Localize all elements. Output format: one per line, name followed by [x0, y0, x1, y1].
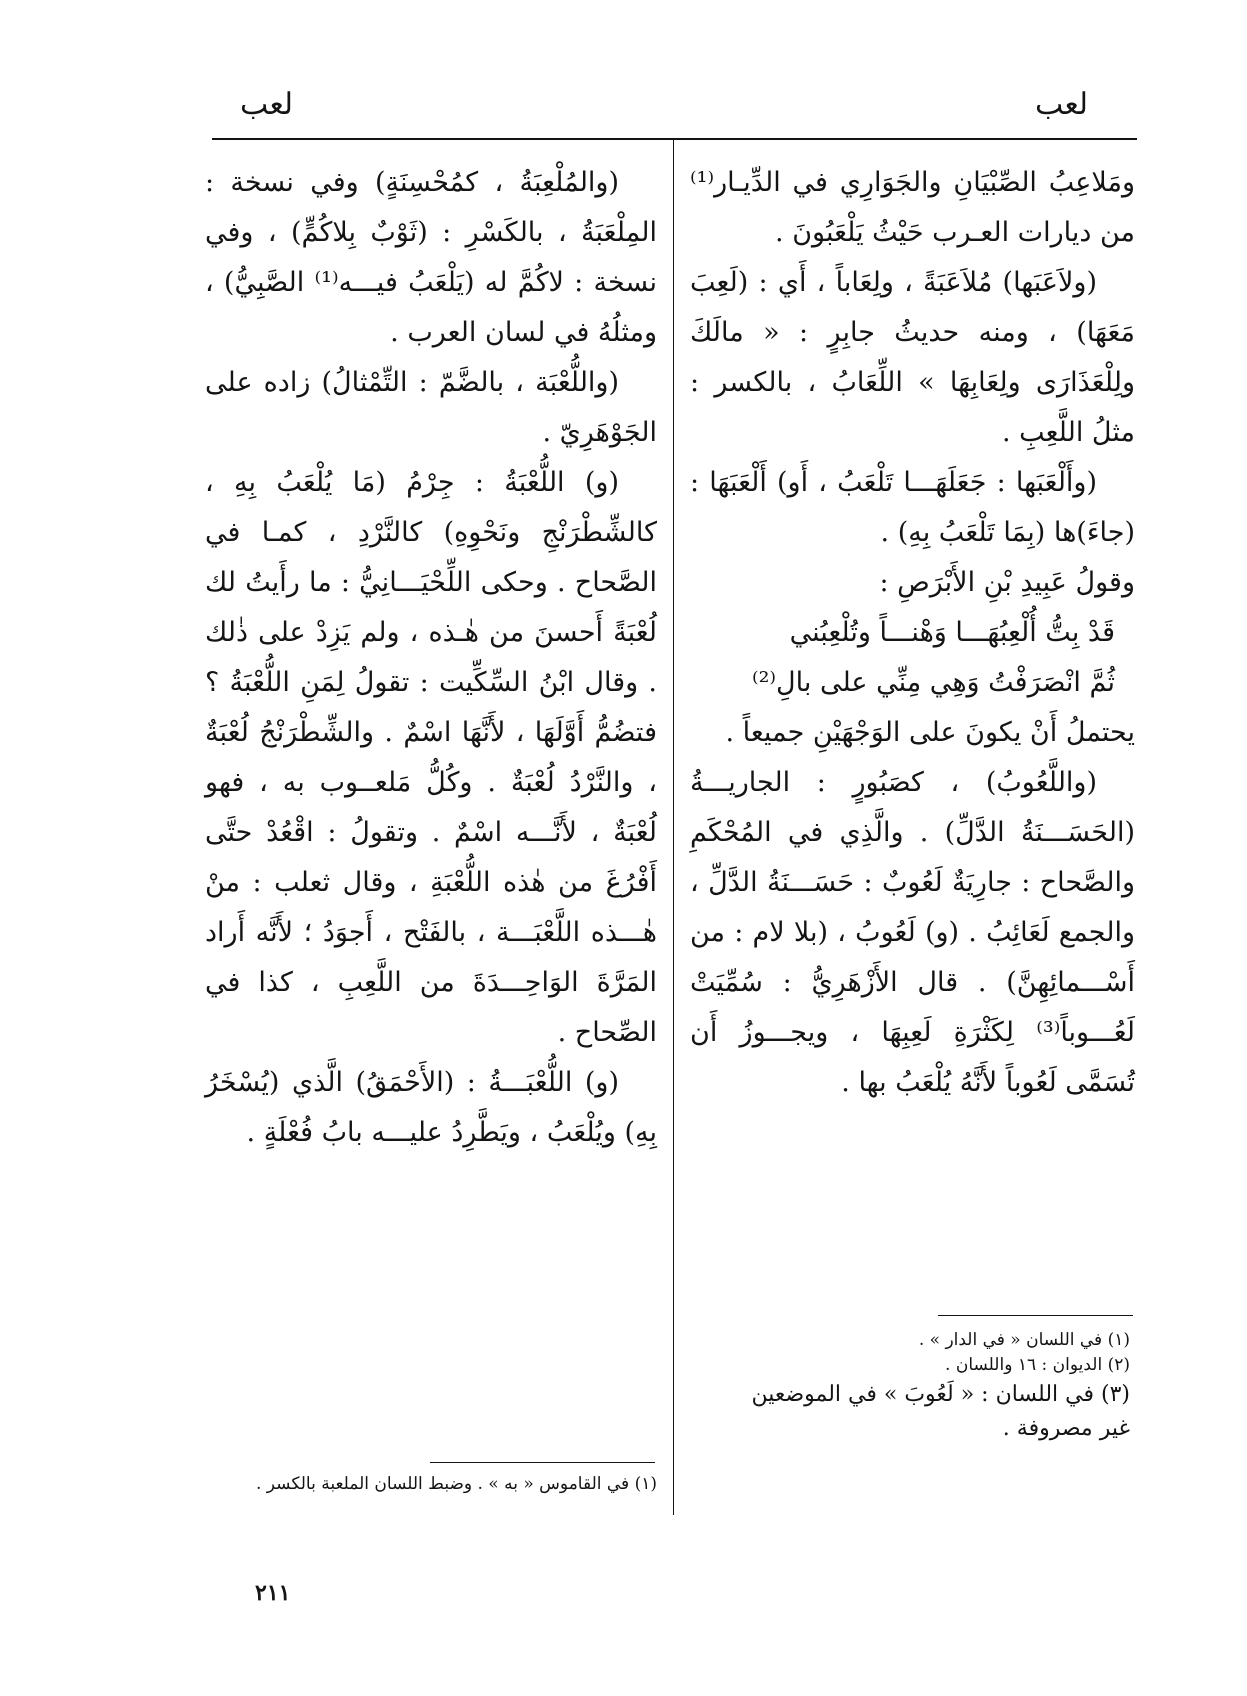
entry-paragraph: (والمُلْعِبَةُ ، كمُحْسِنَةٍ) وفي نسخة : المِلْعَبَةُ ، بالكَسْرِ : (ثَوْبٌ بِلاكُمٍّ) ، وفي نسخة : لاكُمَّ له (يَلْعَبُ فيـــه⁽¹⁾ الصَّبِيُّ) ، ومثلُهُ في لسان العرب . — [205, 167, 657, 348]
left-column — [205, 158, 657, 1158]
footnote-rule-left — [430, 1462, 655, 1463]
entry-paragraph: (و) اللُّعْبَـــةُ : (الأَحْمَقُ) الَّذي (يُسْخَرُ بِهِ) ويُلْعَبُ ، ويَطَّرِدُ عليـــه بابُ فُعْلَةٍ . — [205, 1067, 657, 1148]
footnote: (٣) في اللسان : « لَعُوبَ » في الموضعين غير مصروفة . — [751, 1382, 1130, 1441]
entry-paragraph: ومَلاعِبُ الصِّبْيَانِ والجَوَارِي في الدِّيـار⁽¹⁾ من ديارات العـرب حَيْثُ يَلْعَبُونَ . — [690, 167, 1135, 248]
entry-paragraph: (وأَلْعَبَها : جَعَلَهَـــا تَلْعَبُ ، أَو) أَلْعَبَهَا : (جاءَ)ها (بِمَا تَلْعَبُ بِهِ) . — [690, 467, 1135, 548]
entry-paragraph: (و) اللُّعْبَةُ : جِرْمُ (مَا يُلْعَبُ بِهِ ، كالشِّطْرَنْجِ ونَحْوِهِ) كالنَّرْدِ ، كمـا في الصَّحاح . وحكى اللِّحْيَـــانِيُّ : ما رأَيتُ لك لُعْبَةً أَحسنَ من هٰـذه ، ولم يَزِدْ على ذٰلك . وقال ابْنُ السِّكِّيت : تقولُ لِمَنِ اللُّعْبَةُ ؟ فتضُمُّ أَوَّلَهَا ، لأَنَّهَا اسْمٌ . والشِّطْرَنْجُ لُعْبَةٌ ، والنَّرْدُ لُعْبَةٌ . وكُلُّ مَلعــوب به ، فهو لُعْبَةٌ ، لأَنَّـــه اسْمٌ . وتقولُ : اقْعُدْ حتَّى أَفْرُغَ من هٰذه اللُّعْبَةِ ، وقال ثعلب : منْ هٰـــذه اللَّعْبَـــة ، بالفَتْح ، أَجوَدُ ؛ لأَنَّه أَراد المَرَّةَ الوَاحِـــدَةَ من اللَّعِبِ ، كذا في الصِّحاح . — [205, 467, 657, 1048]
footnote: (١) في اللسان « في الدار » . — [918, 1330, 1130, 1350]
footnote: (٢) الديوان : ١٦ واللسان . — [945, 1355, 1130, 1375]
right-column — [690, 158, 1135, 1108]
entry-paragraph: (واللَّعُوبُ) ، كصَبُورٍ : الجاريـــةُ (الحَسَـــنَةُ الدَّلِّ) . والَّذِي في المُحْكَمِ والصَّحاح : جارِيَةٌ لَعُوبٌ : حَسَـــنَةُ الدَّلِّ ، والجمع لَعَائِبُ . (و) لَعُوبُ ، (بلا لام : من أَسْـــمائِهِنَّ) . قال الأَزْهَرِيُّ : سُمِّيَتْ لَعُـــوباً⁽³⁾ لِكَثْرَةِ لَعِبِهَا ، ويجـــوزُ أَن تُسَمَّى لَعُوباً لأَنَّهُ يُلْعَبُ بها . — [690, 767, 1135, 1098]
verse-line: ثُمَّ انْصَرَفْتُ وَهِي مِنِّي على بالِ⁽²⁾ — [751, 667, 1115, 698]
page-number: ٢١١ — [255, 1580, 291, 1606]
footnotes-right — [720, 1328, 1130, 1446]
entry-paragraph: وقولُ عَبِيدِ بْنِ الأَبْرَصِ : — [879, 567, 1135, 598]
footnote-rule-right — [938, 1315, 1133, 1316]
column-divider — [673, 140, 674, 1515]
entry-paragraph: (ولاَعَبَها) مُلاَعَبَةً ، ولِعَاباً ، أَي : (لَعِبَ مَعَهَا) ، ومنه حديثُ جابِرٍ : « مالَكَ ولِلْعَذَارَى ولِعَابِهَا » اللِّعَابُ ، بالكسر : مثلُ اللَّعِبِ . — [690, 267, 1135, 448]
footnotes-left — [225, 1472, 657, 1497]
entry-paragraph: يحتملُ أَنْ يكونَ على الوَجْهَيْنِ جميعاً . — [725, 717, 1135, 748]
header-rule — [212, 138, 1137, 140]
verse-line: قَدْ بِتُّ أُلْعِبُهَـــا وَهْنـــاً وتُلْعِبُني — [789, 617, 1115, 648]
running-head-left: لعب — [240, 87, 294, 122]
footnote: (١) في القاموس « به » . وضبط اللسان الملعبة بالكسر . — [255, 1474, 657, 1494]
running-head-right: لعب — [1035, 87, 1089, 122]
entry-paragraph: (واللُّعْبَة ، بالضَّمّ : التِّمْثالُ) زاده على الجَوْهَرِيّ . — [205, 367, 657, 448]
